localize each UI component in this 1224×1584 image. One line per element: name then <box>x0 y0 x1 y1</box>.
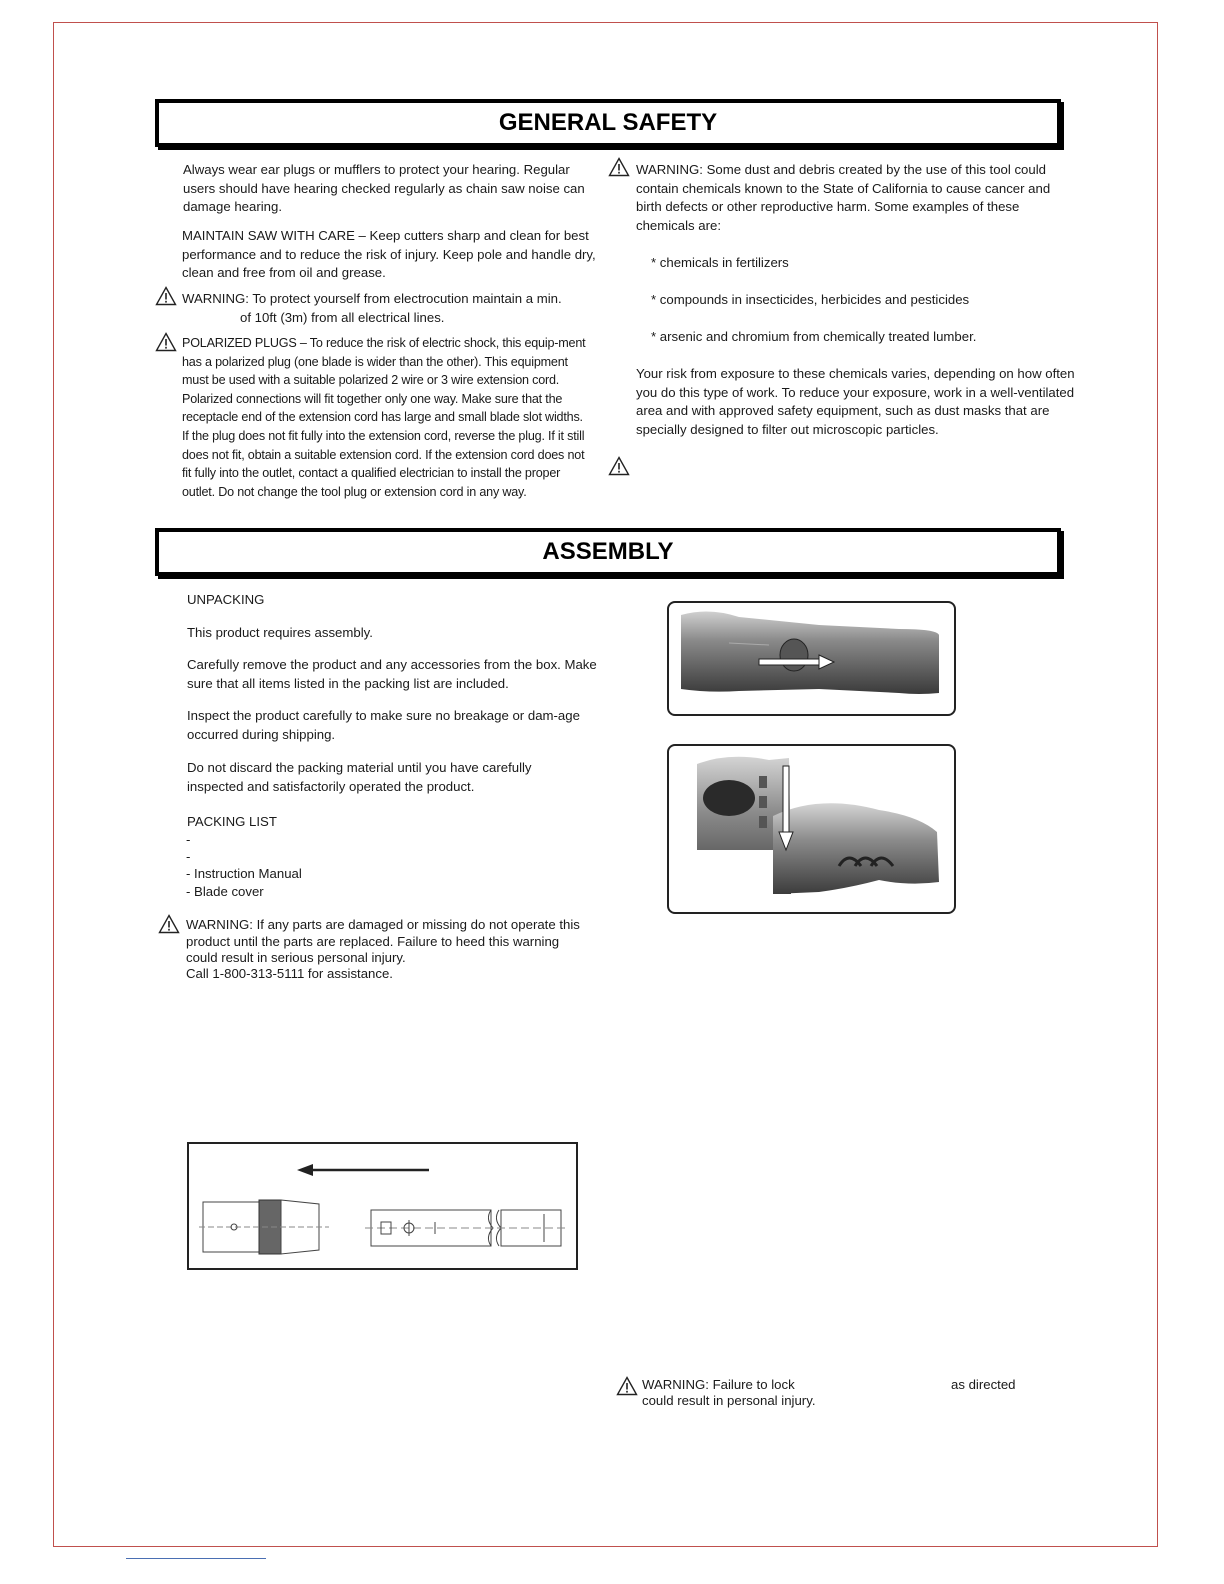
chemical-example-3: * arsenic and chromium from chemically treated lumber. <box>651 329 977 344</box>
lock-warning-part3: could result in personal injury. <box>642 1393 816 1408</box>
lock-warning-part1: WARNING: Failure to lock <box>642 1377 795 1392</box>
exposure-risk-paragraph: Your risk from exposure to these chemicals varies, depending on how often you do this type of work. To reduce your exposure, work in a well-ventilated area and with approved safety equipment, such as dust masks that are specially designed to filter out microscopic particles. <box>636 366 1075 437</box>
assembly-banner <box>155 528 1061 576</box>
packing-list <box>186 832 486 901</box>
warning-icon <box>608 157 630 177</box>
remove-product-text: Carefully remove the product and any accessories from the box. Make sure that all items listed in the packing list are included. <box>187 657 597 691</box>
assistance-phone-text: Call 1-800-313-5111 for assistance. <box>186 966 393 981</box>
general-safety-title: GENERAL SAFETY <box>498 109 718 136</box>
footer-link-underline <box>126 1558 266 1559</box>
requires-assembly-text: This product requires assembly. <box>187 625 373 640</box>
warning-icon <box>155 286 177 306</box>
chemical-example-1: * chemicals in fertilizers <box>651 255 789 270</box>
dust-warning-paragraph: WARNING: Some dust and debris created by the use of this tool could contain chemicals known to the State of California to cause cancer and birth defects or other reproductive harm. Some examples of these chemicals are: <box>636 162 1051 233</box>
pole-connector-diagram <box>187 1142 578 1270</box>
lock-warning-part2: as directed <box>951 1377 1016 1392</box>
packing-list-item: - Instruction Manual <box>186 866 302 881</box>
general-safety-banner <box>155 99 1061 147</box>
assembly-title: ASSEMBLY <box>542 538 674 565</box>
handle-slide-illustration <box>669 603 954 714</box>
electrocution-warning-line2: of 10ft (3m) from all electrical lines. <box>240 310 445 325</box>
packing-list-item: - <box>186 832 191 847</box>
hearing-paragraph: Always wear ear plugs or mufflers to protect your hearing. Regular users should have hearing checked regularly as chain saw noise can damage hearing. <box>183 162 585 215</box>
packing-list-heading: PACKING LIST <box>187 814 277 829</box>
maintain-paragraph: MAINTAIN SAW WITH CARE – Keep cutters sharp and clean for best performance and to reduce the risk of injury. Keep pole and handle dry, clean and free from oil and grease. <box>182 228 596 281</box>
warning-icon <box>616 1376 638 1396</box>
packing-list-item: - <box>186 848 191 864</box>
handle-lock-illustration <box>669 746 954 912</box>
polarized-plugs-label: POLARIZED PLUGS – <box>182 336 307 350</box>
pole-connector-illustration <box>189 1144 576 1268</box>
packing-list-item: - Blade cover <box>186 884 264 899</box>
handle-lock-photo <box>667 744 956 914</box>
damaged-parts-warning: WARNING: If any parts are damaged or missing do not operate this product until the parts are replaced. Failure to heed this warning could result in serious personal injury. <box>186 917 580 965</box>
unpacking-heading: UNPACKING <box>187 592 265 607</box>
chemical-example-2: * compounds in insecticides, herbicides and pesticides <box>651 292 970 307</box>
warning-icon <box>158 914 180 934</box>
electrocution-warning-line1: WARNING: To protect yourself from electrocution maintain a min. <box>182 291 562 306</box>
discard-packing-text: Do not discard the packing material until you have carefully inspected and satisfactorily operated the product. <box>187 760 532 794</box>
polarized-plugs-paragraph <box>182 334 586 501</box>
warning-icon <box>155 332 177 352</box>
handle-slide-photo <box>667 601 956 716</box>
polarized-plugs-text: To reduce the risk of electric shock, this equip-ment has a polarized plug (one blade is wider than the other). This equipment must be used with a suitable polarized 2 wire or 3 wire extension cord. Polarized connections will fit together only one way. Make sure that the receptacle end of the extension cord has large and small blade slot widths. If the plug does not fit fully into the extension cord, reverse the plug. If it still does not fit, obtain a suitable extension cord. If the extension cord does not fit fully into the outlet, contact a qualified electrician to install the proper outlet. Do not change the tool plug or extension cord in any way. <box>182 336 586 499</box>
inspect-product-text: Inspect the product carefully to make sure no breakage or dam-age occurred during shipping. <box>187 708 580 742</box>
warning-icon <box>608 456 630 476</box>
